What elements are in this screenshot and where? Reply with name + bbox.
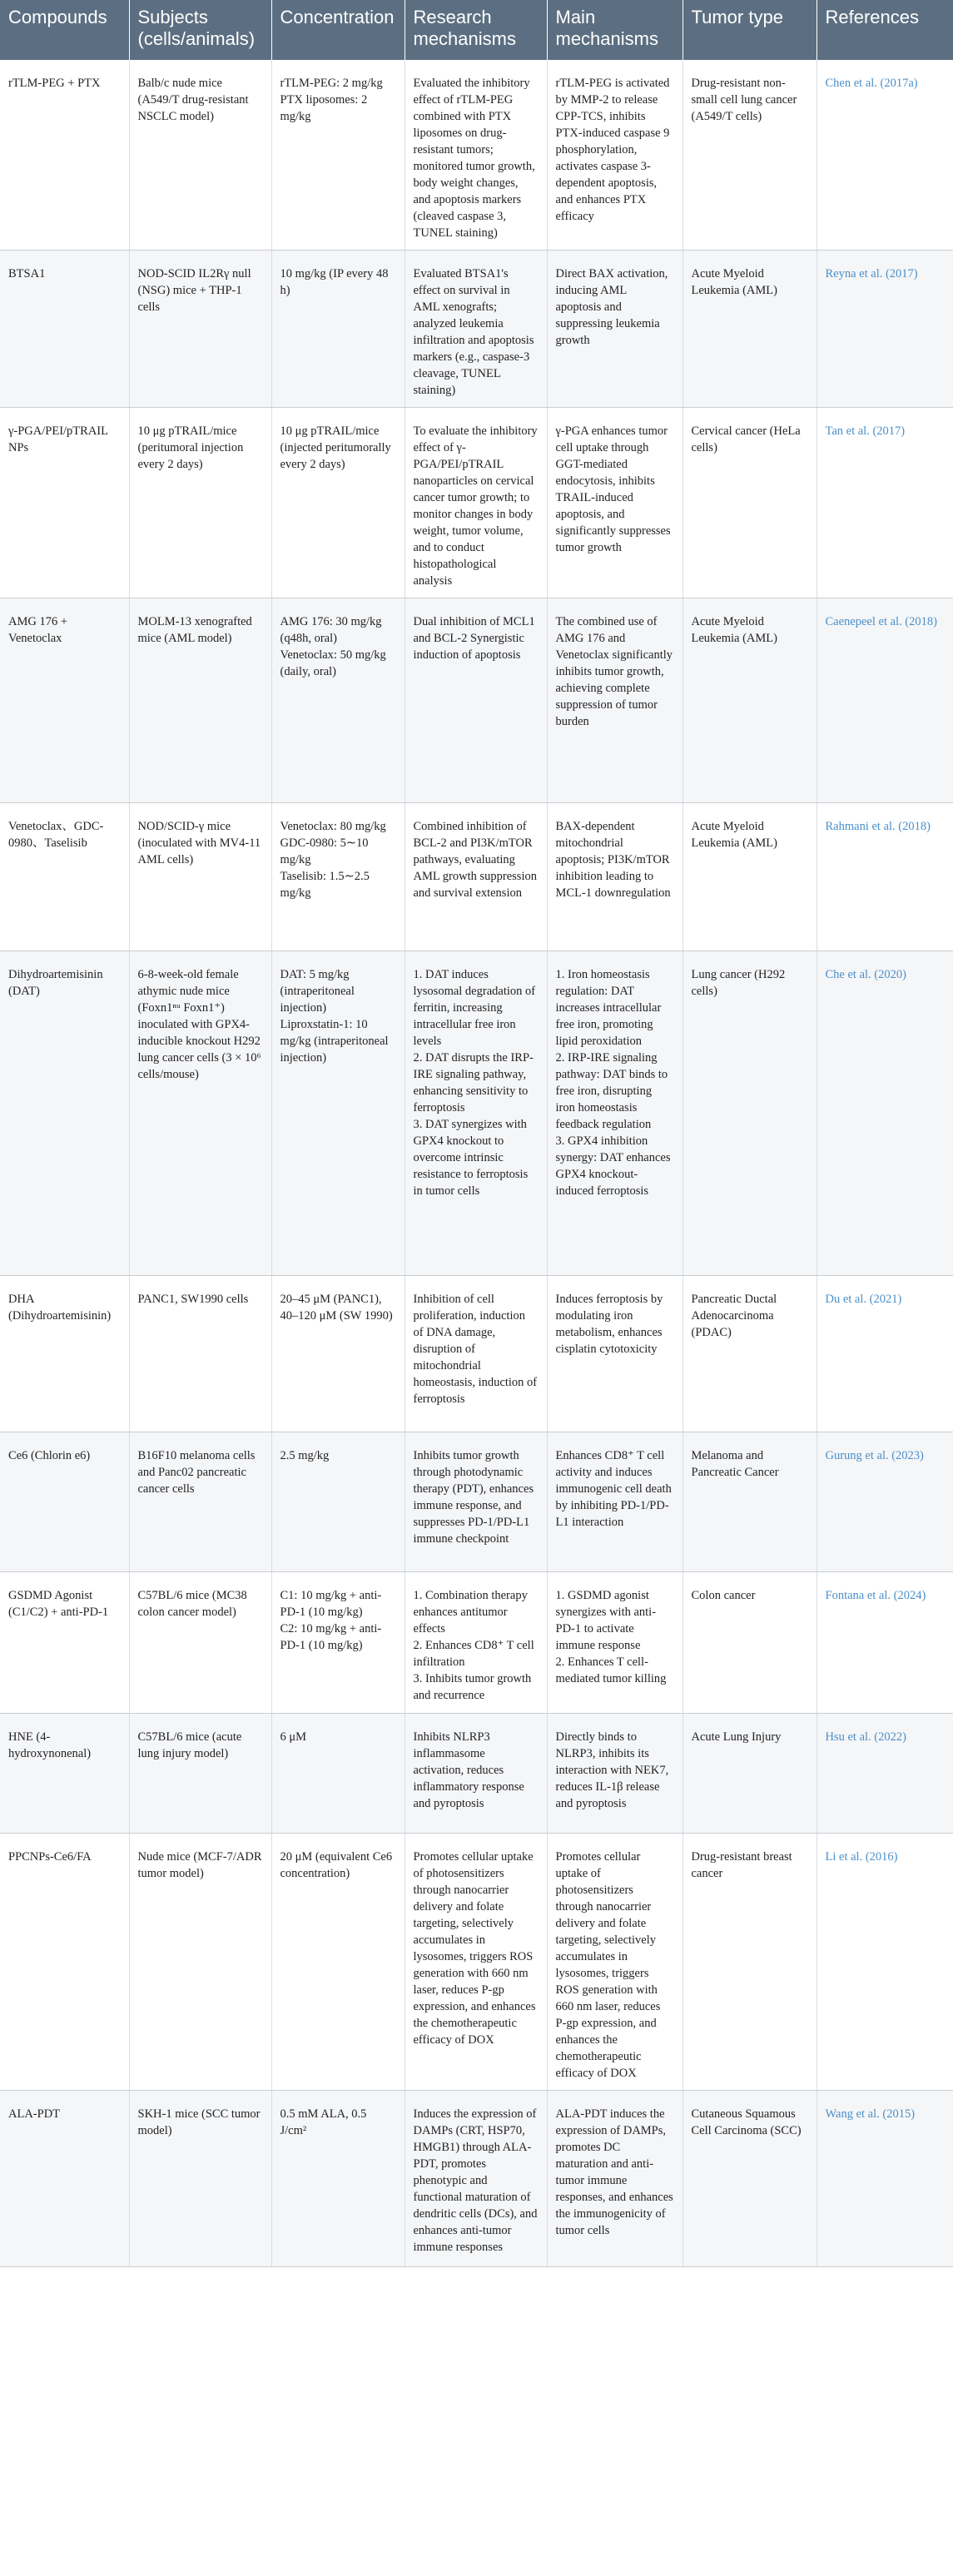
header-subjects: Subjects (cells/animals) [129, 0, 271, 60]
table-row [0, 251, 953, 408]
main-mechanisms-cell: γ-PGA enhances tumor cell uptake through GGT-mediated endocytosis, inhibits TRAIL-induced apoptosis, and significantly suppresses tumor growth [547, 408, 682, 598]
main-mechanisms-cell: Enhances CD8⁺ T cell activity and induces immunogenic cell death by inhibiting PD-1/PD-L1 interaction [547, 1432, 682, 1572]
tumor-type-cell: Acute Myeloid Leukemia (AML) [682, 598, 817, 803]
research-mechanisms-cell: Induces the expression of DAMPs (CRT, HSP70, HMGB1) through ALA-PDT, promotes phenotypic and functional maturation of dendritic cells (DCs), and enhances anti-tumor immune responses [405, 2091, 547, 2267]
table-body [0, 60, 953, 2267]
header-tumor-type: Tumor type [682, 0, 817, 60]
table-row [0, 803, 953, 951]
main-mechanisms-cell: Promotes cellular uptake of photosensitizers through nanocarrier delivery and folate targeting, selectively accumulates in lysosomes, triggers ROS generation with 660 nm laser, reduces P-gp expression, and enhances the chemotherapeutic efficacy of DOX [547, 1834, 682, 2091]
concentration-cell: 0.5 mM ALA, 0.5 J/cm² [271, 2091, 405, 2267]
main-mechanisms-cell: ALA-PDT induces the expression of DAMPs, promotes DC maturation and anti-tumor immune responses, and enhances the immunogenicity of tumor cells [547, 2091, 682, 2267]
reference-link[interactable]: Li et al. (2016) [817, 1834, 953, 2091]
compound-cell: HNE (4-hydroxynonenal) [0, 1714, 129, 1834]
header-references: References [817, 0, 953, 60]
tumor-type-cell: Drug-resistant breast cancer [682, 1834, 817, 2091]
table-row [0, 1276, 953, 1432]
tumor-type-cell: Drug-resistant non-small cell lung cancer (A549/T cells) [682, 60, 817, 251]
research-mechanisms-cell: Evaluated the inhibitory effect of rTLM-PEG combined with PTX liposomes on drug-resistant tumors; monitored tumor growth, body weight changes, and apoptosis markers (cleaved caspase 3, TUNEL staining) [405, 60, 547, 251]
compound-cell: BTSA1 [0, 251, 129, 408]
research-mechanisms-cell: Inhibition of cell proliferation, induction of DNA damage, disruption of mitochondrial homeostasis, induction of ferroptosis [405, 1276, 547, 1432]
compound-cell: γ-PGA/PEI/pTRAIL NPs [0, 408, 129, 598]
tumor-type-cell: Melanoma and Pancreatic Cancer [682, 1432, 817, 1572]
subjects-cell: NOD/SCID-γ mice (inoculated with MV4-11 AML cells) [129, 803, 271, 951]
reference-link[interactable]: Rahmani et al. (2018) [817, 803, 953, 951]
reference-link[interactable]: Che et al. (2020) [817, 951, 953, 1276]
research-mechanisms-cell: To evaluate the inhibitory effect of γ-PGA/PEI/pTRAIL nanoparticles on cervical cancer tumor growth; to monitor changes in body weight, tumor volume, and to conduct histopathological analysis [405, 408, 547, 598]
reference-link[interactable]: Caenepeel et al. (2018) [817, 598, 953, 803]
compound-cell: PPCNPs-Ce6/FA [0, 1834, 129, 2091]
reference-link[interactable]: Fontana et al. (2024) [817, 1572, 953, 1714]
table-row [0, 1572, 953, 1714]
main-mechanisms-cell: BAX-dependent mitochondrial apoptosis; PI3K/mTOR inhibition leading to MCL-1 downregulation [547, 803, 682, 951]
compound-cell: Dihydroartemisinin (DAT) [0, 951, 129, 1276]
header-main-mechanisms: Main mechanisms [547, 0, 682, 60]
research-mechanisms-cell: Inhibits NLRP3 inflammasome activation, reduces inflammatory response and pyroptosis [405, 1714, 547, 1834]
subjects-cell: C57BL/6 mice (MC38 colon cancer model) [129, 1572, 271, 1714]
tumor-type-cell: Cutaneous Squamous Cell Carcinoma (SCC) [682, 2091, 817, 2267]
subjects-cell: Balb/c nude mice (A549/T drug-resistant NSCLC model) [129, 60, 271, 251]
reference-link[interactable]: Chen et al. (2017a) [817, 60, 953, 251]
table-row [0, 951, 953, 1276]
subjects-cell: 6-8-week-old female athymic nude mice (Foxn1ⁿᵘ Foxn1⁺) inoculated with GPX4-inducible knockout H292 lung cancer cells (3 × 10⁶ cells/mouse) [129, 951, 271, 1276]
concentration-cell: C1: 10 mg/kg + anti-PD-1 (10 mg/kg) C2: 10 mg/kg + anti-PD-1 (10 mg/kg) [271, 1572, 405, 1714]
header-row [0, 0, 953, 60]
table-row [0, 2091, 953, 2267]
compound-cell: Venetoclax、GDC-0980、Taselisib [0, 803, 129, 951]
main-mechanisms-cell: Induces ferroptosis by modulating iron metabolism, enhances cisplatin cytotoxicity [547, 1276, 682, 1432]
tumor-type-cell: Acute Lung Injury [682, 1714, 817, 1834]
research-mechanisms-cell: 1. DAT induces lysosomal degradation of ferritin, increasing intracellular free iron levels 2. DAT disrupts the IRP-IRE signaling pathway, enhancing sensitivity to ferroptosis 3. DAT synergizes with GPX4 knockout to overcome intrinsic resistance to ferroptosis in tumor cells [405, 951, 547, 1276]
table-header [0, 0, 953, 60]
main-mechanisms-cell: Directly binds to NLRP3, inhibits its interaction with NEK7, reduces IL-1β release and pyroptosis [547, 1714, 682, 1834]
table-row [0, 1714, 953, 1834]
main-mechanisms-cell: Direct BAX activation, inducing AML apoptosis and suppressing leukemia growth [547, 251, 682, 408]
tumor-type-cell: Cervical cancer (HeLa cells) [682, 408, 817, 598]
compound-cell: ALA-PDT [0, 2091, 129, 2267]
concentration-cell: 20 μM (equivalent Ce6 concentration) [271, 1834, 405, 2091]
main-mechanisms-cell: 1. Iron homeostasis regulation: DAT increases intracellular free iron, promoting lipid peroxidation 2. IRP-IRE signaling pathway: DAT binds to free iron, disrupting iron homeostasis feedback regulation 3. GPX4 inhibition synergy: DAT enhances GPX4 knockout-induced ferroptosis [547, 951, 682, 1276]
compound-cell: rTLM-PEG + PTX [0, 60, 129, 251]
table-row [0, 1432, 953, 1572]
main-mechanisms-cell: The combined use of AMG 176 and Venetoclax significantly inhibits tumor growth, achieving complete suppression of tumor burden [547, 598, 682, 803]
concentration-cell: Venetoclax: 80 mg/kg GDC-0980: 5∼10 mg/kg Taselisib: 1.5∼2.5 mg/kg [271, 803, 405, 951]
subjects-cell: PANC1, SW1990 cells [129, 1276, 271, 1432]
subjects-cell: B16F10 melanoma cells and Panc02 pancreatic cancer cells [129, 1432, 271, 1572]
reference-link[interactable]: Wang et al. (2015) [817, 2091, 953, 2267]
concentration-cell: 6 μM [271, 1714, 405, 1834]
concentration-cell: 10 mg/kg (IP every 48 h) [271, 251, 405, 408]
research-mechanisms-cell: Dual inhibition of MCL1 and BCL-2 Synergistic induction of apoptosis [405, 598, 547, 803]
tumor-type-cell: Acute Myeloid Leukemia (AML) [682, 803, 817, 951]
reference-link[interactable]: Hsu et al. (2022) [817, 1714, 953, 1834]
table-row [0, 1834, 953, 2091]
subjects-cell: NOD-SCID IL2Rγ null (NSG) mice + THP-1 cells [129, 251, 271, 408]
table-row [0, 408, 953, 598]
compound-cell: GSDMD Agonist (C1/C2) + anti-PD-1 [0, 1572, 129, 1714]
subjects-cell: MOLM-13 xenografted mice (AML model) [129, 598, 271, 803]
research-mechanisms-cell: Promotes cellular uptake of photosensitizers through nanocarrier delivery and folate targeting, selectively accumulates in lysosomes, triggers ROS generation with 660 nm laser, reduces P-gp expression, and enhances the chemotherapeutic efficacy of DOX [405, 1834, 547, 2091]
research-mechanisms-cell: Evaluated BTSA1's effect on survival in AML xenografts; analyzed leukemia infiltration and apoptosis markers (e.g., caspase-3 cleavage, TUNEL staining) [405, 251, 547, 408]
tumor-type-cell: Acute Myeloid Leukemia (AML) [682, 251, 817, 408]
concentration-cell: DAT: 5 mg/kg (intraperitoneal injection) Liproxstatin-1: 10 mg/kg (intraperitoneal injection) [271, 951, 405, 1276]
header-concentration: Concentration [271, 0, 405, 60]
main-mechanisms-cell: 1. GSDMD agonist synergizes with anti-PD-1 to activate immune response 2. Enhances T cell-mediated tumor killing [547, 1572, 682, 1714]
table-row [0, 598, 953, 803]
tumor-type-cell: Lung cancer (H292 cells) [682, 951, 817, 1276]
subjects-cell: 10 μg pTRAIL/mice (peritumoral injection every 2 days) [129, 408, 271, 598]
subjects-cell: Nude mice (MCF-7/ADR tumor model) [129, 1834, 271, 2091]
research-mechanisms-cell: Combined inhibition of BCL-2 and PI3K/mTOR pathways, evaluating AML growth suppression and survival extension [405, 803, 547, 951]
header-research-mechanisms: Research mechanisms [405, 0, 547, 60]
tumor-type-cell: Pancreatic Ductal Adenocarcinoma (PDAC) [682, 1276, 817, 1432]
compound-cell: Ce6 (Chlorin e6) [0, 1432, 129, 1572]
concentration-cell: rTLM-PEG: 2 mg/kg PTX liposomes: 2 mg/kg [271, 60, 405, 251]
concentration-cell: AMG 176: 30 mg/kg (q48h, oral) Venetoclax: 50 mg/kg (daily, oral) [271, 598, 405, 803]
main-mechanisms-cell: rTLM-PEG is activated by MMP-2 to release CPP-TCS, inhibits PTX-induced caspase 9 phosphorylation, activates caspase 3-dependent apoptosis, and enhances PTX efficacy [547, 60, 682, 251]
header-compounds: Compounds [0, 0, 129, 60]
reference-link[interactable]: Du et al. (2021) [817, 1276, 953, 1432]
concentration-cell: 20–45 μM (PANC1), 40–120 μM (SW 1990) [271, 1276, 405, 1432]
subjects-cell: SKH-1 mice (SCC tumor model) [129, 2091, 271, 2267]
reference-link[interactable]: Reyna et al. (2017) [817, 251, 953, 408]
compound-cell: AMG 176 + Venetoclax [0, 598, 129, 803]
concentration-cell: 10 μg pTRAIL/mice (injected peritumorally every 2 days) [271, 408, 405, 598]
tumor-type-cell: Colon cancer [682, 1572, 817, 1714]
reference-link[interactable]: Tan et al. (2017) [817, 408, 953, 598]
research-mechanisms-cell: Inhibits tumor growth through photodynamic therapy (PDT), enhances immune response, and suppresses PD-1/PD-L1 immune checkpoint [405, 1432, 547, 1572]
table-row [0, 60, 953, 251]
research-mechanisms-cell: 1. Combination therapy enhances antitumor effects 2. Enhances CD8⁺ T cell infiltration 3. Inhibits tumor growth and recurrence [405, 1572, 547, 1714]
subjects-cell: C57BL/6 mice (acute lung injury model) [129, 1714, 271, 1834]
compound-cell: DHA (Dihydroartemisinin) [0, 1276, 129, 1432]
reference-link[interactable]: Gurung et al. (2023) [817, 1432, 953, 1572]
concentration-cell: 2.5 mg/kg [271, 1432, 405, 1572]
